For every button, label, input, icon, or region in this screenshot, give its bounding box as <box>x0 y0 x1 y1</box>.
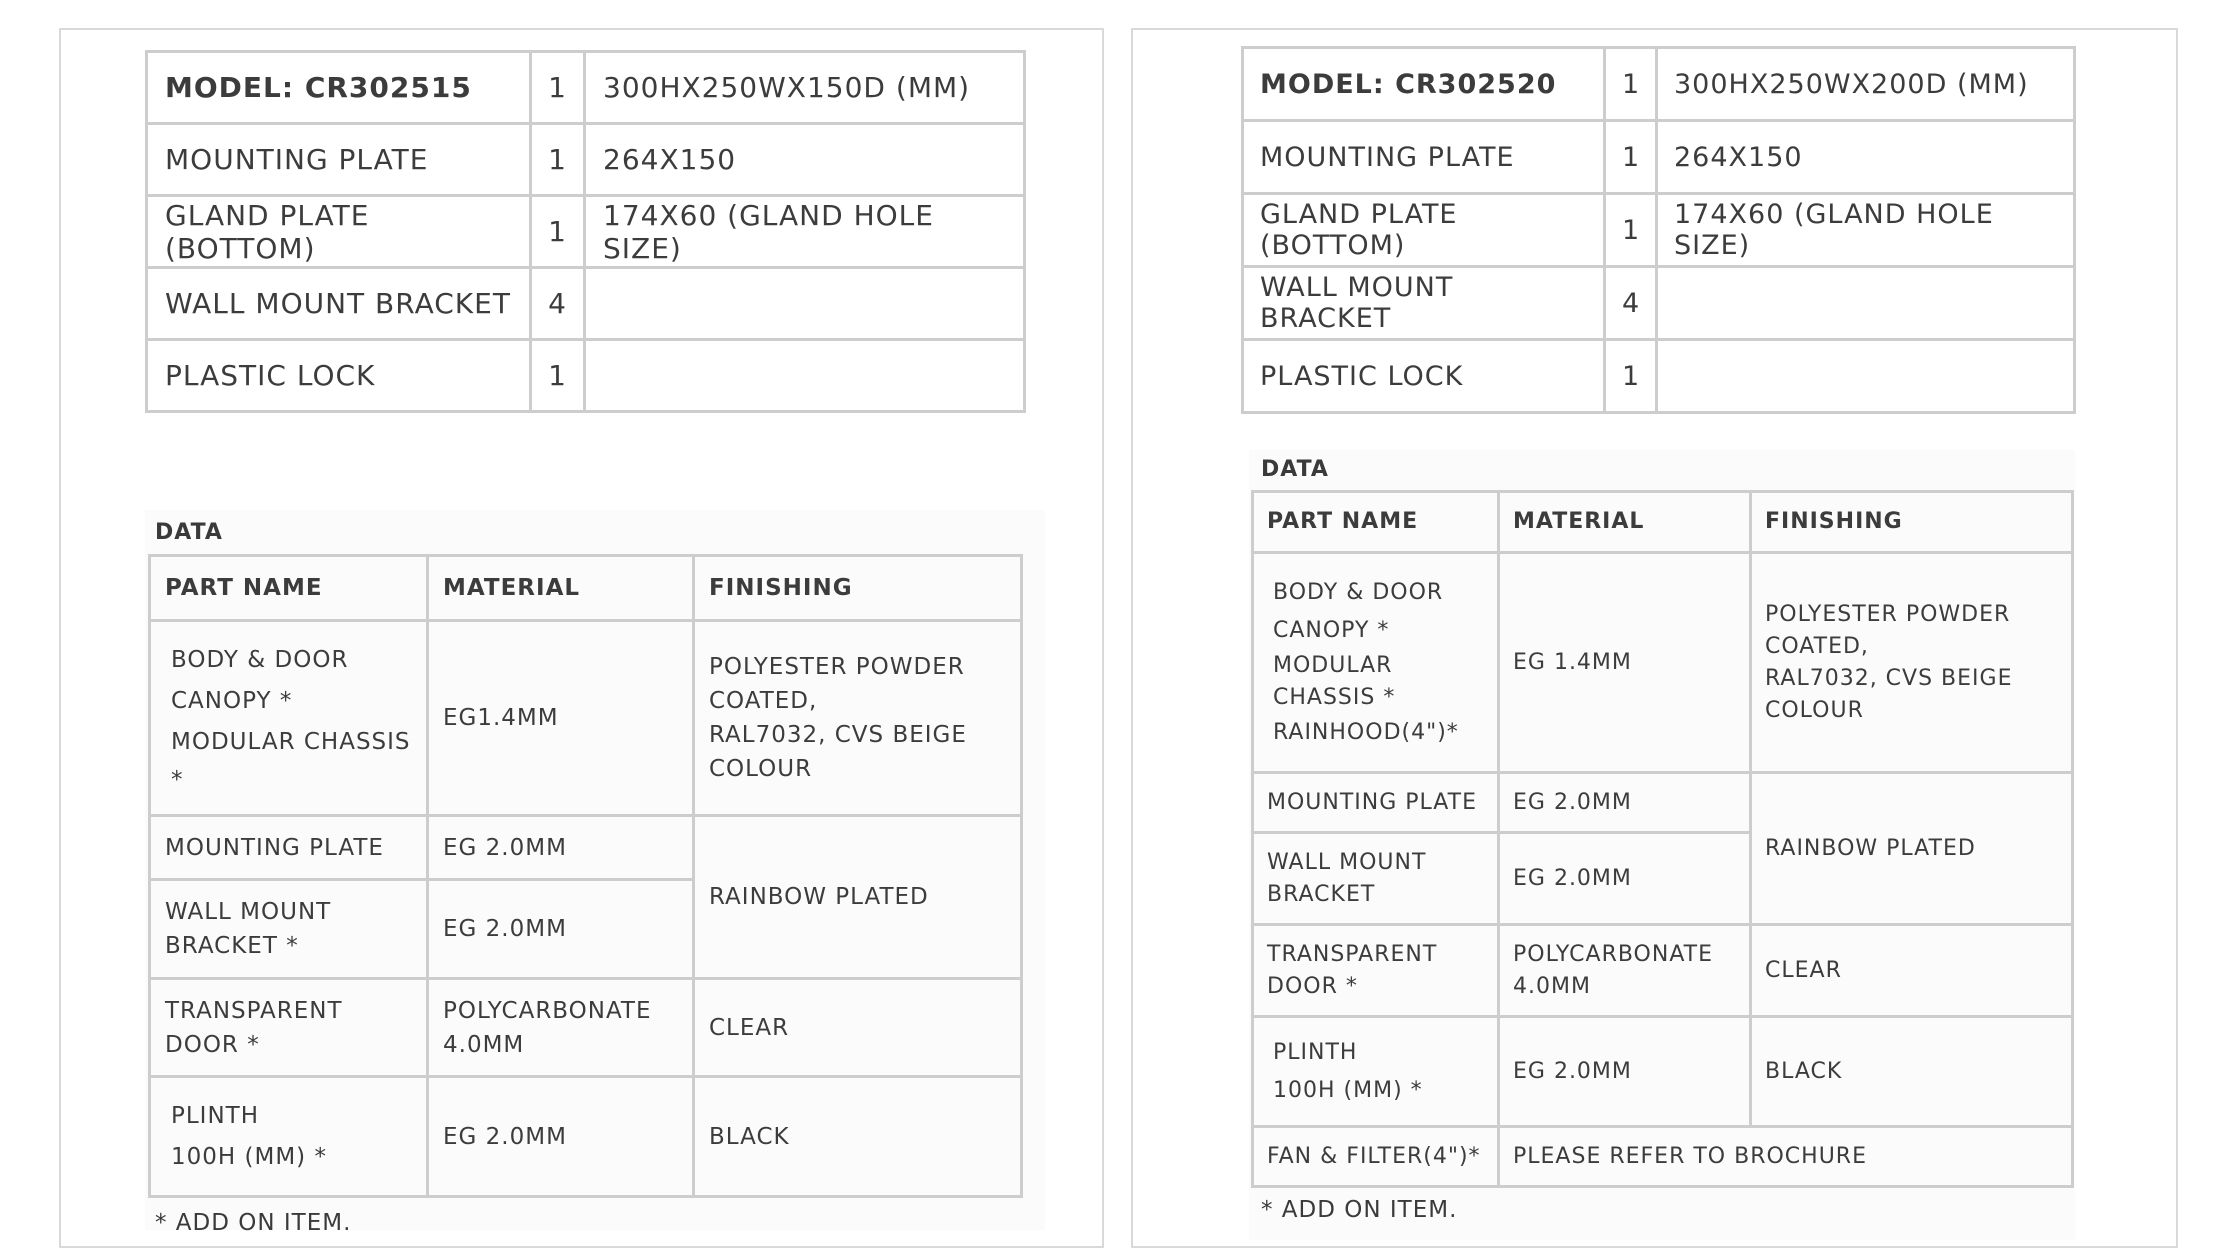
spec-name: GLAND PLATE (BOTTOM) <box>1243 194 1605 267</box>
spec-qty: 1 <box>531 124 585 196</box>
data-row-mounting-plate <box>150 816 1022 880</box>
part-line: CANOPY * <box>1273 617 1390 643</box>
spec-row-plastic-lock <box>147 340 1025 412</box>
data-title: DATA <box>1261 457 1329 482</box>
header-material: MATERIAL <box>428 556 694 621</box>
spec-row-model <box>147 52 1025 124</box>
spec-qty: 1 <box>531 196 585 268</box>
note-cell: PLEASE REFER TO BROCHURE <box>1499 1127 2073 1187</box>
part-line: CANOPY * <box>171 687 293 714</box>
material-cell: EG 2.0MM <box>428 816 694 880</box>
model-label: MODEL: CR302520 <box>1243 48 1605 121</box>
finishing-line: RAL7032, CVS BEIGE <box>709 722 967 748</box>
spec-name: MOUNTING PLATE <box>1243 121 1605 194</box>
material-cell: EG 2.0MM <box>1499 833 1751 925</box>
material-cell: EG 2.0MM <box>428 880 694 979</box>
header-part-name: PART NAME <box>1253 492 1499 553</box>
part-line: 100H (MM) * <box>1273 1077 1423 1103</box>
spec-desc <box>1657 267 2075 340</box>
part-name-cell <box>150 880 428 979</box>
spec-name: WALL MOUNT BRACKET <box>1243 267 1605 340</box>
part-name-cell: FAN & FILTER(4")* <box>1253 1127 1499 1187</box>
data-header-row <box>150 556 1022 621</box>
spec-qty: 1 <box>531 340 585 412</box>
spec-qty: 1 <box>1605 121 1657 194</box>
material-cell <box>428 979 694 1077</box>
material-cell: EG 2.0MM <box>428 1077 694 1197</box>
data-row-transparent-door <box>1253 925 2073 1017</box>
spec-table-cr302515 <box>145 50 1026 413</box>
part-name-cell <box>150 621 428 816</box>
part-name-cell: MOUNTING PLATE <box>1253 773 1499 833</box>
spec-qty: 4 <box>1605 267 1657 340</box>
spec-qty: 1 <box>1605 340 1657 413</box>
data-table-cr302515 <box>148 554 1023 1198</box>
material-cell: EG 2.0MM <box>1499 1017 1751 1127</box>
spec-name: PLASTIC LOCK <box>147 340 531 412</box>
spec-qty: 1 <box>1605 194 1657 267</box>
part-line: RAINHOOD(4")* <box>1273 719 1459 745</box>
spec-desc <box>585 268 1025 340</box>
spec-name: WALL MOUNT BRACKET <box>147 268 531 340</box>
data-row-body-door <box>150 621 1022 816</box>
spec-desc: 300HX250WX200D (MM) <box>1657 48 2075 121</box>
material-cell: EG1.4MM <box>428 621 694 816</box>
model-label: MODEL: CR302515 <box>147 52 531 124</box>
part-name-cell <box>1253 1017 1499 1127</box>
header-part-name: PART NAME <box>150 556 428 621</box>
header-material: MATERIAL <box>1499 492 1751 553</box>
part-name-cell <box>150 979 428 1077</box>
spec-row-gland-plate <box>147 196 1025 268</box>
part-line: 100H (MM) * <box>171 1143 327 1170</box>
spec-desc <box>1657 340 2075 413</box>
finishing-line: RAL7032, CVS BEIGE <box>1765 665 2013 691</box>
data-row-fan-filter <box>1253 1127 2073 1187</box>
part-line: PLINTH <box>1273 1039 1358 1065</box>
part-line: TRANSPARENT <box>165 997 343 1024</box>
spec-desc <box>585 340 1025 412</box>
data-header-row <box>1253 492 2073 553</box>
left-product-panel <box>59 28 1104 1248</box>
finishing-cell: CLEAR <box>1751 925 2073 1017</box>
part-line: DOOR * <box>165 1031 260 1058</box>
spec-name: GLAND PLATE (BOTTOM) <box>147 196 531 268</box>
spec-table-cr302520 <box>1241 46 2076 414</box>
spec-row-mounting-plate <box>1243 121 2075 194</box>
part-name-cell <box>150 1077 428 1197</box>
part-line: BODY & DOOR <box>171 646 349 673</box>
spec-desc: 174X60 (GLAND HOLE SIZE) <box>585 196 1025 268</box>
part-line: MODULAR CHASSIS <box>171 728 411 755</box>
data-row-mounting-plate <box>1253 773 2073 833</box>
finishing-cell <box>694 621 1022 816</box>
spec-desc: 264X150 <box>1657 121 2075 194</box>
part-name-cell <box>1253 925 1499 1017</box>
footnote: * ADD ON ITEM. <box>1261 1197 1458 1223</box>
finishing-line: COLOUR <box>1765 697 1864 723</box>
part-line: CHASSIS * <box>1273 684 1396 710</box>
header-finishing: FINISHING <box>694 556 1022 621</box>
part-line: WALL MOUNT <box>165 899 332 925</box>
material-line: POLYCARBONATE <box>443 997 652 1024</box>
spec-row-plastic-lock <box>1243 340 2075 413</box>
finishing-cell-rainbow: RAINBOW PLATED <box>1751 773 2073 925</box>
spec-row-wall-mount-bracket <box>147 268 1025 340</box>
finishing-line: COLOUR <box>709 756 813 782</box>
spec-row-model <box>1243 48 2075 121</box>
data-title: DATA <box>155 520 223 545</box>
material-line: 4.0MM <box>443 1031 525 1058</box>
spec-row-wall-mount-bracket <box>1243 267 2075 340</box>
spec-qty: 1 <box>531 52 585 124</box>
spec-desc: 264X150 <box>585 124 1025 196</box>
part-line: DOOR * <box>1267 973 1358 999</box>
material-cell: EG 2.0MM <box>1499 773 1751 833</box>
finishing-cell: BLACK <box>694 1077 1022 1197</box>
part-line: TRANSPARENT <box>1267 941 1438 967</box>
finishing-cell: BLACK <box>1751 1017 2073 1127</box>
data-row-transparent-door <box>150 979 1022 1077</box>
finishing-line: COATED, <box>709 688 818 714</box>
data-row-plinth <box>150 1077 1022 1197</box>
part-line: BODY & DOOR <box>1273 579 1444 605</box>
spec-desc: 174X60 (GLAND HOLE SIZE) <box>1657 194 2075 267</box>
material-cell: EG 1.4MM <box>1499 553 1751 773</box>
header-finishing: FINISHING <box>1751 492 2073 553</box>
part-name-cell <box>1253 833 1499 925</box>
part-line: BRACKET <box>1267 881 1376 907</box>
spec-row-mounting-plate <box>147 124 1025 196</box>
part-name-cell: MOUNTING PLATE <box>150 816 428 880</box>
spec-qty: 4 <box>531 268 585 340</box>
right-product-panel <box>1131 28 2178 1248</box>
material-line: 4.0MM <box>1513 973 1591 999</box>
finishing-cell <box>1751 553 2073 773</box>
footnote: * ADD ON ITEM. <box>155 1210 352 1236</box>
data-row-body-door <box>1253 553 2073 773</box>
part-name-cell <box>1253 553 1499 773</box>
part-line: BRACKET * <box>165 933 299 959</box>
spec-desc: 300HX250WX150D (MM) <box>585 52 1025 124</box>
material-line: POLYCARBONATE <box>1513 941 1714 967</box>
material-cell <box>1499 925 1751 1017</box>
part-line: * <box>171 766 184 793</box>
finishing-line: COATED, <box>1765 633 1869 659</box>
part-line: MODULAR <box>1273 652 1393 678</box>
data-row-plinth <box>1253 1017 2073 1127</box>
finishing-line: POLYESTER POWDER <box>1765 601 2011 627</box>
spec-name: MOUNTING PLATE <box>147 124 531 196</box>
spec-name: PLASTIC LOCK <box>1243 340 1605 413</box>
finishing-cell-rainbow: RAINBOW PLATED <box>694 816 1022 979</box>
spec-qty: 1 <box>1605 48 1657 121</box>
finishing-line: POLYESTER POWDER <box>709 654 965 680</box>
data-table-cr302520 <box>1251 490 2074 1188</box>
finishing-cell: CLEAR <box>694 979 1022 1077</box>
part-line: WALL MOUNT <box>1267 849 1427 875</box>
part-line: PLINTH <box>171 1102 260 1129</box>
spec-row-gland-plate <box>1243 194 2075 267</box>
